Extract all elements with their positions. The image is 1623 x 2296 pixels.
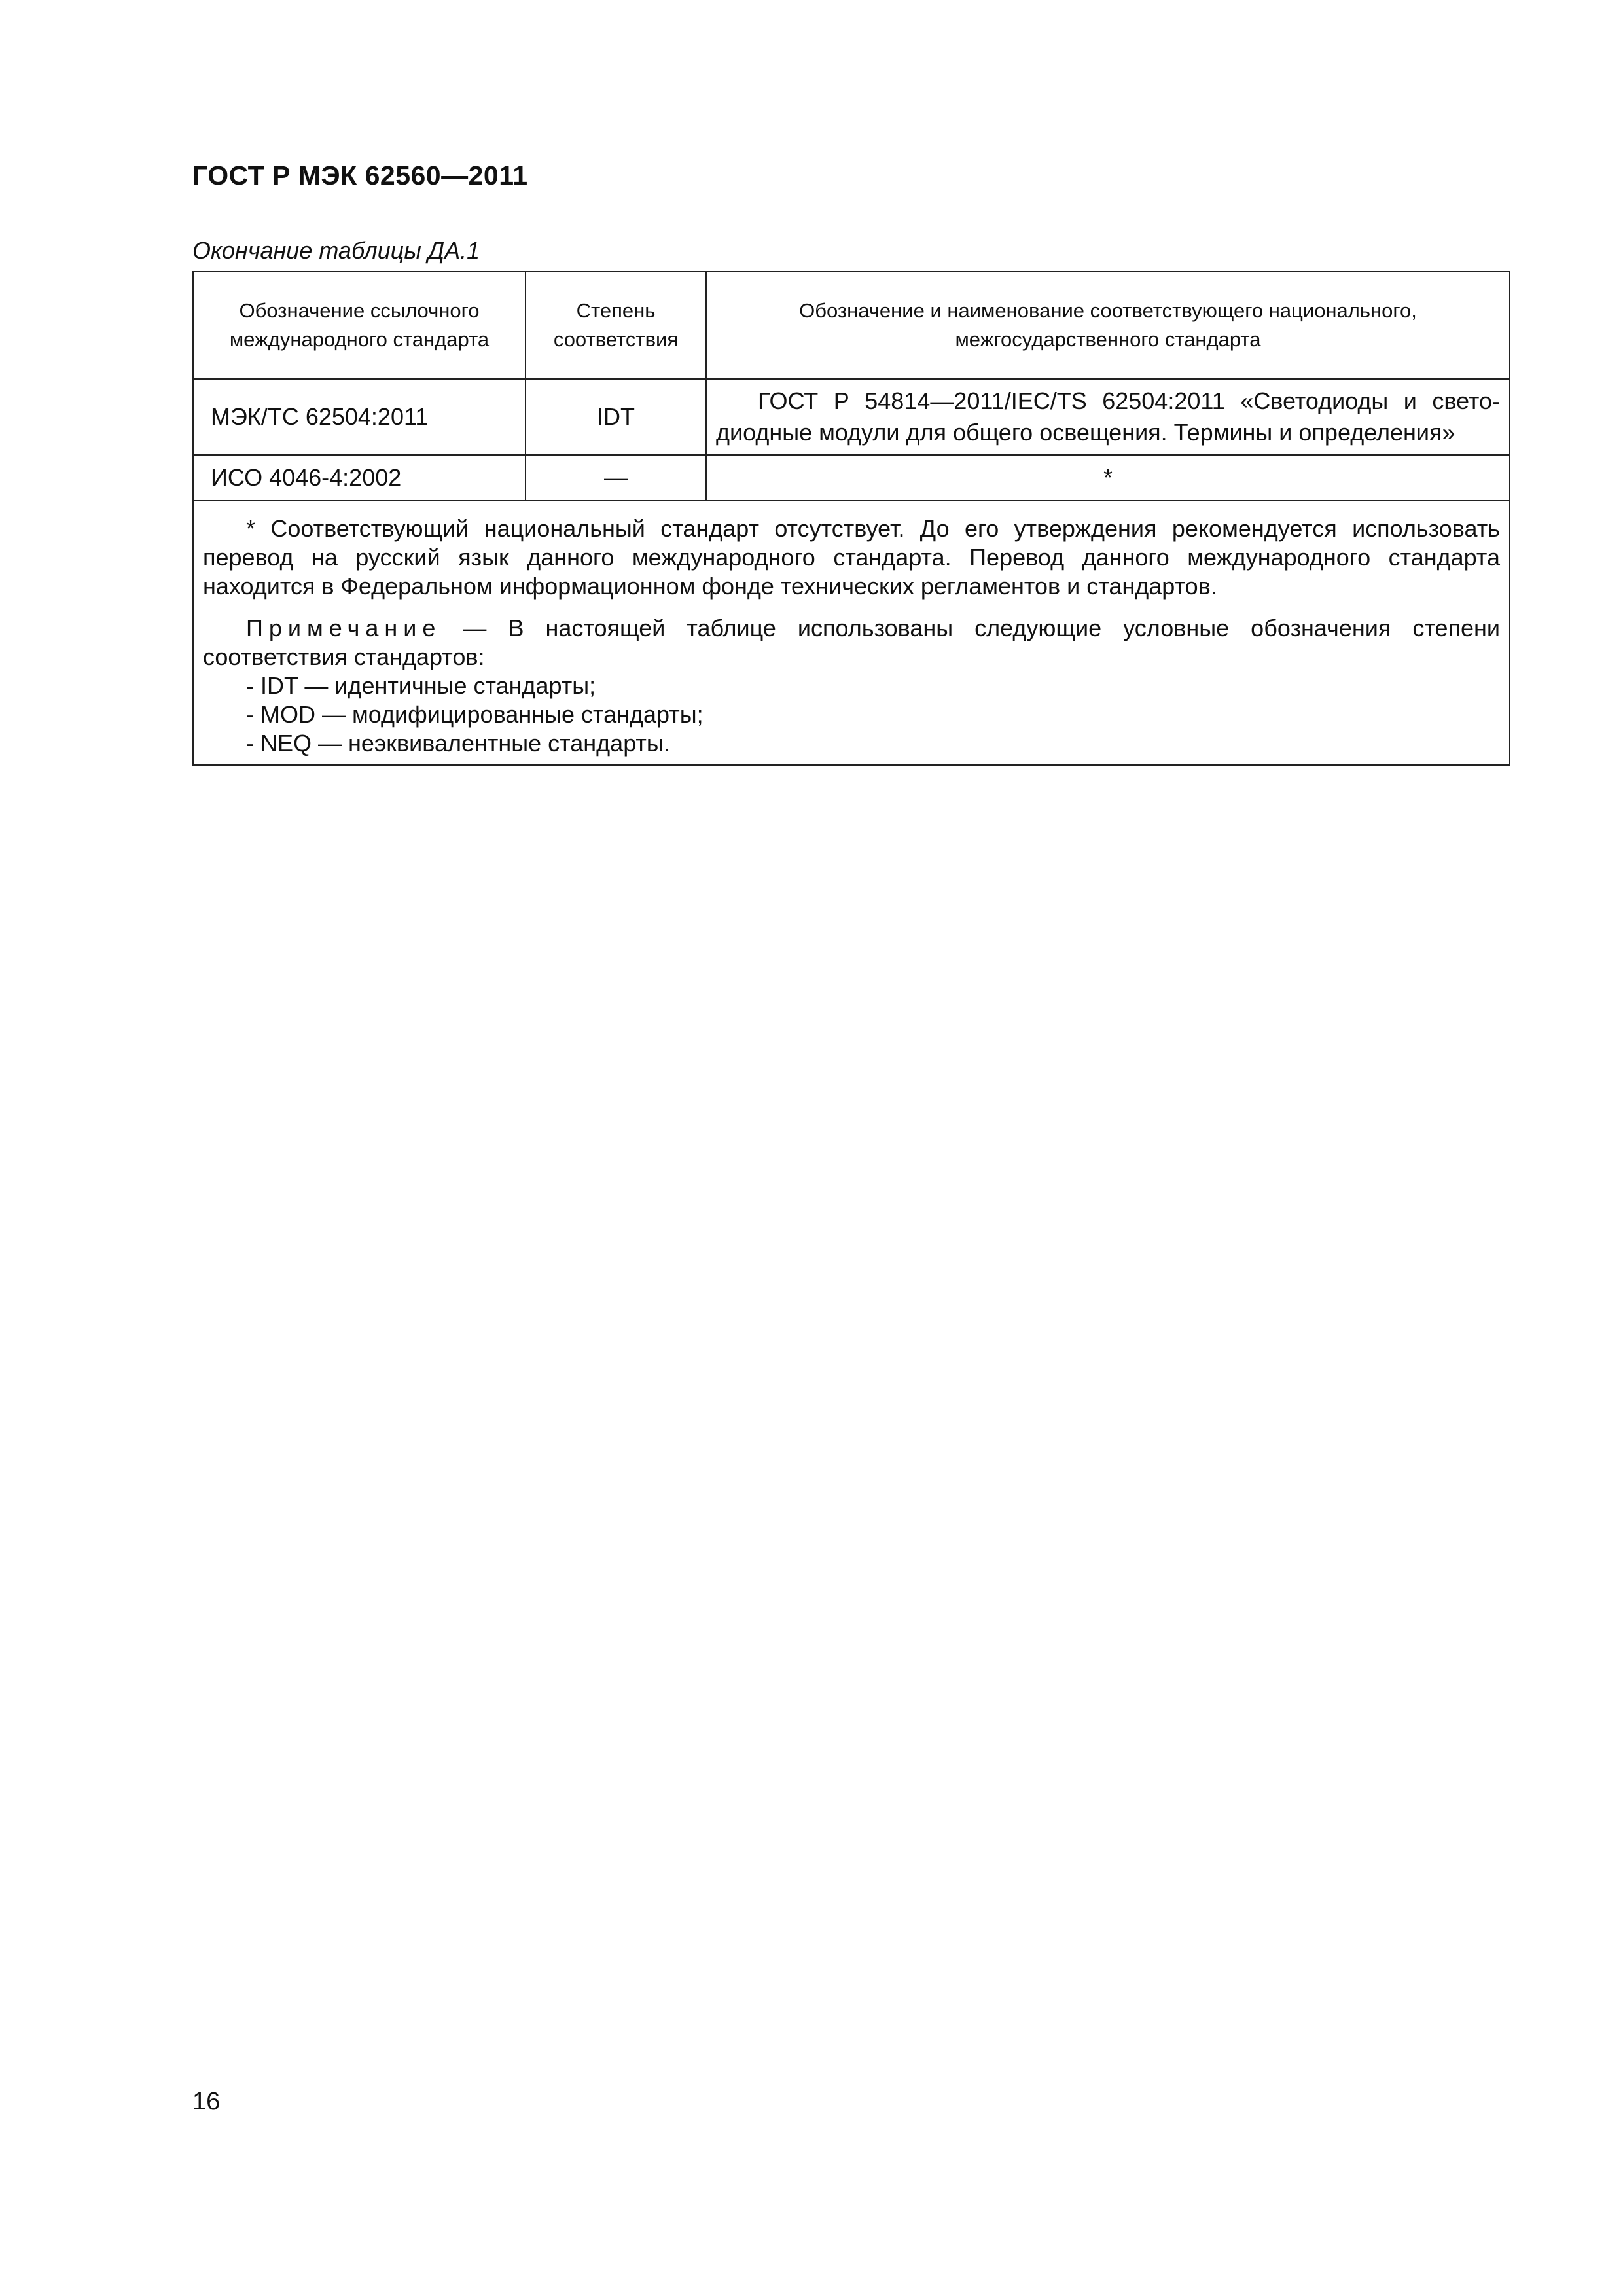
cell-degree: — [526, 455, 706, 501]
table-caption: Окончание таблицы ДА.1 [192, 237, 480, 264]
document-header: ГОСТ Р МЭК 62560—2011 [192, 160, 528, 190]
note-list-item: - NEQ — неэквивалентные стандарты. [246, 730, 670, 757]
table-row [193, 455, 1510, 501]
column-header-national: Обозначение и наименование соответствующего национального, межгосударственного стандарта [706, 272, 1510, 379]
cell-reference: МЭК/ТС 62504:2011 [193, 379, 526, 455]
national-standard-text: ГОСТ Р 54814—2011/IEC/TS 62504:2011 «Светодиоды и свето-диодные модули для общего освещения. Термины и определения» [716, 387, 1500, 446]
note-list-item: - MOD — модифицированные стандарты; [246, 701, 704, 728]
table-row [193, 379, 1510, 455]
footnote-text: * Соответствующий национальный стандарт отсутствует. До его утверждения рекомендуется использовать перевод на русский язык данного международного стандарта. Перевод данного международного стандарта находится в Федеральном информационном фонде технических регламентов и стандартов. [203, 515, 1500, 600]
note-text: — В настоящей таблице использованы следующие условные обозначения степени соответствия стандартов: [203, 615, 1500, 670]
table-header-row [193, 272, 1510, 379]
page-number: 16 [192, 2088, 221, 2115]
table-notes [193, 501, 1510, 765]
cell-national: * [706, 455, 1510, 501]
note-list-item: - IDT — идентичные стандарты; [246, 672, 596, 699]
cell-degree: IDT [526, 379, 706, 455]
standards-table [192, 271, 1510, 766]
note-label: Примечание [246, 615, 442, 641]
column-header-reference: Обозначение ссылочного международного стандарта [193, 272, 526, 379]
column-header-degree: Степень соответствия [526, 272, 706, 379]
note-paragraph [203, 614, 1500, 672]
cell-national [706, 379, 1510, 455]
cell-reference: ИСО 4046-4:2002 [193, 455, 526, 501]
table-footnote-row [193, 501, 1510, 765]
